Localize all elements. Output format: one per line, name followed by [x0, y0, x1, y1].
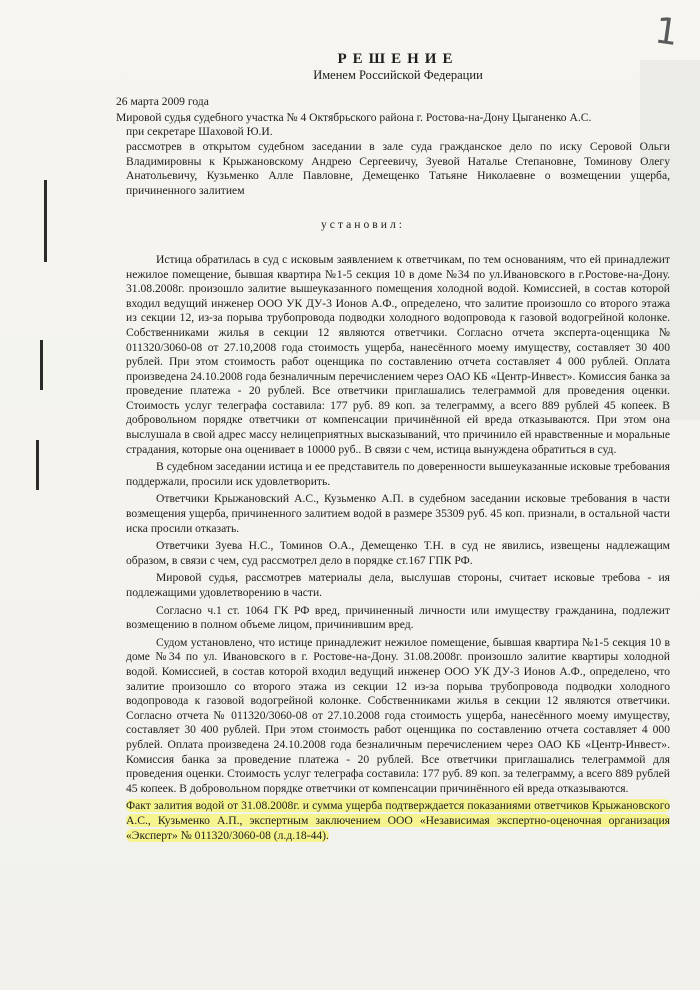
paragraph-text: Ответчики Зуева Н.С., Томинов О.А., Демещенко Т.Н. в суд не явились, извещены надлежащим образом, в связи с чем, суд рассмотрел дело в порядке ст.167 ГПК РФ. — [126, 539, 670, 567]
paragraph-hearing — [86, 460, 670, 489]
paragraph-text: Истица обратилась в суд с исковым заявлением к ответчикам, по тем основаниям, что ей принадлежит нежилое помещение, бывшая квартира №1-5 секция 10 в доме №34 по ул.Ивановского в г.Ростове-на-Дону. 31.08.2008г. произошло залитие вышеуказанного помещения холодной водой. Комиссией, в состав которой входил ведущий инженер ООО УК ДУ-3 Ионов А.Ф., определено, что залитие произошло со второго этажа из секции 12, из-за порыва трубопровода подводки холодного водопровода к газовой водогрейной колонке. Собственниками жилья в секции 12 являются ответчики. Согласно отчета эксперта-оценщика № 011320/3060-08 от 27.10,2008 года стоимость ущерба, нанесённого моему имуществу, составляет 30 400 рублей. При этом стоимость работ оценщика по составлению отчета составляет 4 000 рублей. Оплата произведена 24.10.2008 года безналичным перечислением через ОАО КБ «Центр-Инвест». Комиссия банка за проведение платежа - 20 рублей. Все ответчики приглашались телеграммой для проведения оценки. Стоимость услуг телеграфа составила: 177 руб. 89 коп. за телеграмму, а всего 889 рублей 45 копеек. В добровольном порядке ответчики от компенсации причинённой ей вреда отказываются. При этом она выслушала в свой адрес массу нелицеприятных высказываний, что причинило ей нравственные и моральные страдания, которые она оценивает в 10000 руб.. В связи с чем, истица вынуждена обратиться в суд. — [126, 252, 670, 456]
margin-mark — [40, 340, 43, 390]
paragraph-text: Мировой судья, рассмотрев материалы дела, выслушав стороны, считает исковые требова - ия подлежащими удовлетворению в части. — [126, 571, 670, 599]
paragraph-evidence — [86, 799, 670, 843]
paragraph-text: Судом установлено, что истице принадлежит нежилое помещение, бывшая квартира №1-5 секция 10 в доме №34 по ул. Ивановского в г. Ростове-на-Дону. 31.08.2008г. произошло залитие квартиры холодной водой. Комиссией, в состав которой входил ведущий инженер ООО УК ДУ-3 Ионов А.Ф., определено, что залитие произошло со второго этажа из секции 12 из-за порыва трубопровода подводки холодного водопровода к газовой водогрейной колонке. Собственниками жилья в секции 12 являются ответчики. Согласно отчета № 011320/3060-08 от 27.10.2008 года стоимость ущерба, нанесённого моему имуществу, составляет 30 400 рублей. При этом стоимость работ оценщика по составлению отчета составляет 4 000 рублей. Оплата произведена 24.10.2008 года безналичным перечислением через ОАО КБ «Центр-Инвест». Комиссия банка за проведение платежа - 20 рублей. Все ответчики приглашались телеграммой для проведения оценки. Стоимость услуг телеграфа составила: 177 руб. 89 коп. за телеграмму, а всего 889 рублей 45 копеек. В добровольном порядке ответчики от компенсации причинённого ей вреда отказываются. — [126, 635, 670, 795]
decision-date: 26 марта 2009 года — [116, 95, 209, 109]
paragraph-defendants-absent — [86, 539, 670, 568]
paragraph-text: Согласно ч.1 ст. 1064 ГК РФ вред, причиненный личности или имуществу гражданина, подлежит возмещению в полном объеме лицом, причинившим вред. — [126, 603, 670, 632]
document-title: РЕШЕНИЕ — [337, 51, 459, 67]
margin-mark — [44, 180, 47, 262]
judge-line: Мировой судья судебного участка № 4 Октябрьского района г. Ростова-на-Дону Цыганенко А.С. — [116, 110, 592, 124]
paragraph-judge-opinion — [86, 571, 670, 600]
margin-mark — [36, 440, 39, 490]
paragraph-law-reference — [86, 604, 670, 633]
paragraph-defendants-admit — [86, 492, 670, 536]
paragraph-court-findings — [86, 636, 670, 797]
paragraph-text: Ответчики Крыжановский А.С., Кузьменко А.П. в судебном заседании исковые требования в части возмещения ущерба, причиненного залитием водой в размере 35309 руб. 45 коп. признали, в остальной части иска просили отказать. — [126, 492, 670, 535]
secretary-line: при секретаре Шаховой Ю.И. — [126, 125, 273, 139]
document-body — [86, 52, 670, 846]
paragraph-text: В судебном заседании истица и ее представитель по доверенности вышеуказанные исковые требования поддержали, просили иск удовлетворить. — [126, 460, 670, 488]
highlighted-text: Факт залития водой от 31.08.2008г. и сумма ущерба подтверждается показаниями ответчиков Крыжановского А.С., Кузьменко А.П., экспертным заключением ООО «Независимая экспертно-оценочная организация «Эксперт» № 011320/3060-08 (л.д.18-44). — [126, 799, 670, 842]
case-description: рассмотрев в открытом судебном заседании в зале суда гражданское дело по иску Серовой Ольги Владимировны к Крыжановскому Андрею Сергеевичу, Зуевой Наталье Степановне, Томинову Олегу Анатольевичу, Кузьменко Алле Павловне, Демещенко Татьяне Николаевне о возмещении ущерба, причиненного залитием — [126, 139, 670, 197]
paragraph-claim — [86, 253, 670, 457]
document-subtitle: Именем Российской Федерации — [313, 67, 483, 82]
established-heading: установил: — [321, 218, 405, 232]
handwritten-page-mark: 1 — [652, 10, 681, 55]
